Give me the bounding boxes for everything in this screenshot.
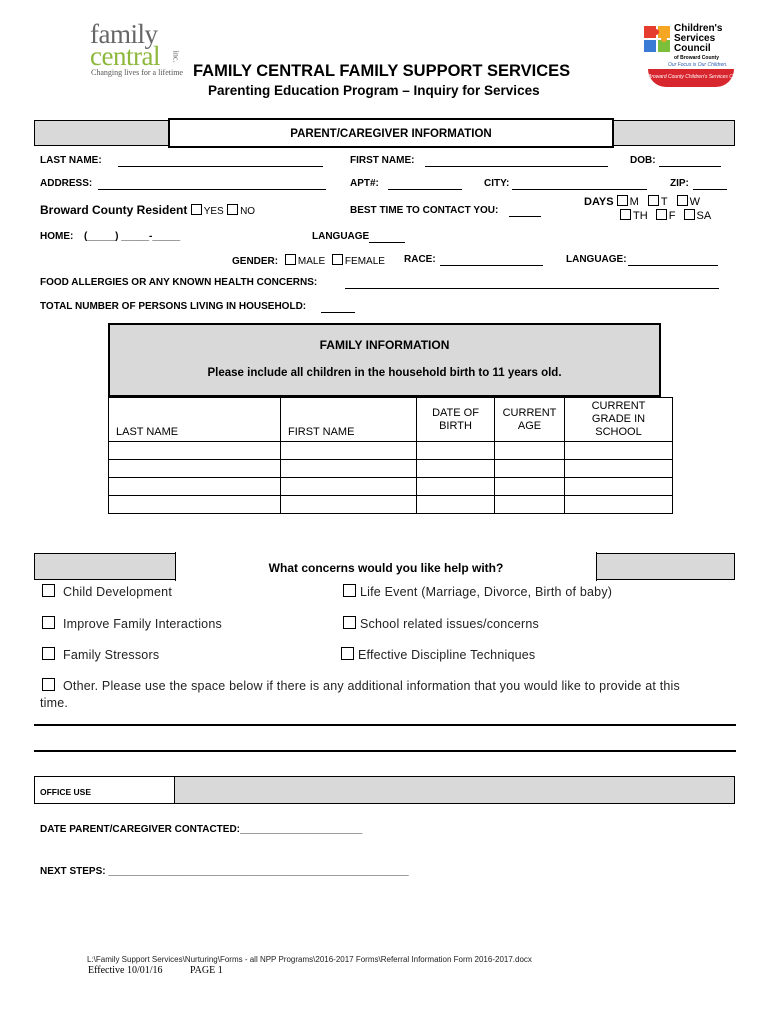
day-t-checkbox[interactable] [648,195,659,206]
day-w-checkbox[interactable] [677,195,688,206]
footer-file-path: L:\Family Support Services\Nurturing\Forms - all NPP Programs\2016-2017 Forms\Referral Information Form 2016-2017.docx [87,955,532,964]
table-row[interactable] [109,460,673,478]
page-title: FAMILY CENTRAL FAMILY SUPPORT SERVICES [193,62,571,80]
footer-page-number: PAGE 1 [190,965,223,976]
resident-yes-checkbox[interactable] [191,204,202,215]
gender-female-checkbox[interactable] [332,254,343,265]
city-label: CITY: [484,178,510,189]
last-name-label: LAST NAME: [40,155,102,166]
concern-school-issues-label: School related issues/concerns [360,617,540,631]
race-label: RACE: [404,254,436,265]
apt-field[interactable] [388,178,462,190]
table-row[interactable] [109,496,673,514]
children-table [108,397,673,514]
puzzle-pieces-icon [642,24,674,60]
broward-resident-row [40,203,255,217]
additional-info-line-2[interactable] [34,750,736,752]
day-sa-checkbox[interactable] [684,209,695,220]
gender-row [232,254,385,267]
day-th-label: TH [633,210,648,222]
concerns-header-title-box [175,552,597,581]
days-block [584,195,700,209]
day-t-label: T [660,196,668,208]
day-m-label: M [629,196,639,208]
language1-field[interactable] [369,231,405,243]
allergies-label: FOOD ALLERGIES OR ANY KNOWN HEALTH CONCERNS: [40,277,318,288]
days-label: DAYS [584,196,614,208]
footer-effective-date: Effective 10/01/16 [88,965,163,976]
day-th-checkbox[interactable] [620,209,631,220]
broward-resident-label: Broward County Resident [40,203,188,217]
family-info-box [108,323,661,397]
csc-line2: Services [674,33,716,44]
gender-label: GENDER: [232,256,279,267]
concern-other-label: Other. Please use the space below if there is any additional information that you would like to provide at this [63,679,680,693]
col-dob-line2: BIRTH [439,419,472,432]
language2-label: LANGUAGE: [566,254,627,265]
concern-family-interactions-label: Improve Family Interactions [63,617,222,631]
dob-label: DOB: [630,155,656,166]
csc-arc-band [648,69,746,87]
page-subtitle: Parenting Education Program – Inquiry for Services [208,83,540,98]
date-contacted-field[interactable]: DATE PARENT/CAREGIVER CONTACTED:______________________ [40,824,363,835]
concern-child-development-checkbox[interactable] [42,584,55,597]
home-phone-label: HOME: [40,231,74,242]
parent-header-title-box [168,118,614,148]
logo-family-tagline: Changing lives for a lifetime [91,68,183,77]
day-sa-label: SA [696,210,712,222]
concern-life-event-label: Life Event (Marriage, Divorce, Birth of baby) [360,585,613,599]
home-phone-field[interactable]: (_____) _____-_____ [84,231,181,242]
language2-field[interactable] [628,254,718,266]
gender-male-checkbox[interactable] [285,254,296,265]
concern-other[interactable] [42,678,680,693]
zip-field[interactable] [693,178,727,190]
day-f-label: F [668,210,676,222]
first-name-field[interactable] [425,155,608,167]
family-info-heading: FAMILY INFORMATION [319,338,450,352]
zip-label: ZIP: [670,178,689,189]
col-grade-line1: CURRENT [591,400,646,412]
race-field[interactable] [440,254,543,266]
concern-school-issues-checkbox[interactable] [343,616,356,629]
resident-yes-label: YES [203,206,224,217]
household-field[interactable] [321,301,355,313]
csc-tagline: Our Focus is Our Children. [668,62,728,68]
table-row[interactable] [109,442,673,460]
gender-male-label: MALE [297,256,326,267]
address-label: ADDRESS: [40,178,93,189]
family-info-subheading: Please include all children in the household birth to 11 years old. [207,367,562,379]
col-first-name [281,398,417,442]
day-f-checkbox[interactable] [656,209,667,220]
children-table-header [109,398,673,442]
office-use-label-box [34,776,175,804]
concern-child-development[interactable] [42,584,172,599]
gender-female-label: FEMALE [344,256,385,267]
concern-family-interactions-checkbox[interactable] [42,616,55,629]
logo-inc-text: inc. [171,50,181,63]
concern-family-stressors[interactable] [42,647,159,662]
col-age-line2: AGE [517,419,542,432]
resident-no-label: NO [240,206,256,217]
table-row[interactable] [109,478,673,496]
logo-central-text: central [90,41,160,71]
col-last-name [109,398,281,442]
concern-discipline-label: Effective Discipline Techniques [358,648,536,662]
csc-logo [640,22,746,92]
next-steps-field[interactable]: NEXT STEPS: ______________________________________________________ [40,866,409,877]
concern-life-event-checkbox[interactable] [343,584,356,597]
language1-label: LANGUAGE [312,231,370,242]
col-grade-line2: GRADE IN [591,413,646,425]
concerns-heading: What concerns would you like help with? [268,561,504,575]
address-field[interactable] [98,178,326,190]
col-first-name-text: FIRST NAME [288,426,355,438]
csc-arc-text: Broward County Children's Services Council [648,74,746,80]
col-grade-line3: SCHOOL [595,426,642,438]
additional-info-line-1[interactable] [34,724,736,726]
first-name-label: FIRST NAME: [350,155,415,166]
resident-no-checkbox[interactable] [227,204,238,215]
concern-school-issues[interactable] [343,616,539,631]
best-time-field[interactable] [509,205,541,217]
city-field[interactable] [512,178,647,190]
col-age-line1: CURRENT [502,406,557,419]
concern-family-stressors-checkbox[interactable] [42,647,55,660]
col-last-name-text: LAST NAME [116,426,179,438]
col-dob [417,398,495,442]
last-name-field[interactable] [118,155,323,167]
csc-line4: of Broward County [674,55,719,61]
day-m-checkbox[interactable] [617,195,628,206]
days-block-row2 [620,209,711,223]
concern-child-development-label: Child Development [63,585,173,599]
col-age [495,398,565,442]
concern-family-interactions[interactable] [42,616,222,631]
col-grade [565,398,673,442]
household-label: TOTAL NUMBER OF PERSONS LIVING IN HOUSEHOLD: [40,301,307,312]
allergies-field[interactable] [345,277,719,289]
csc-line3: Council [674,43,711,54]
concern-life-event[interactable] [343,584,612,599]
dob-field[interactable] [659,155,721,167]
best-time-label: BEST TIME TO CONTACT YOU: [350,205,499,216]
day-w-label: W [689,196,701,208]
concern-discipline-checkbox[interactable] [341,647,354,660]
office-use-heading: OFFICE USE [40,787,92,797]
csc-line1: Children's [674,23,723,34]
apt-label: APT#: [350,178,379,189]
concern-other-line2: time. [40,696,69,710]
family-central-logo [90,19,183,80]
concern-discipline[interactable] [341,647,535,662]
concern-family-stressors-label: Family Stressors [63,648,160,662]
logo-family-text: family [90,19,158,49]
col-dob-line1: DATE OF [432,406,479,419]
concern-other-checkbox[interactable] [42,678,55,691]
parent-header-title: PARENT/CAREGIVER INFORMATION [290,128,492,140]
